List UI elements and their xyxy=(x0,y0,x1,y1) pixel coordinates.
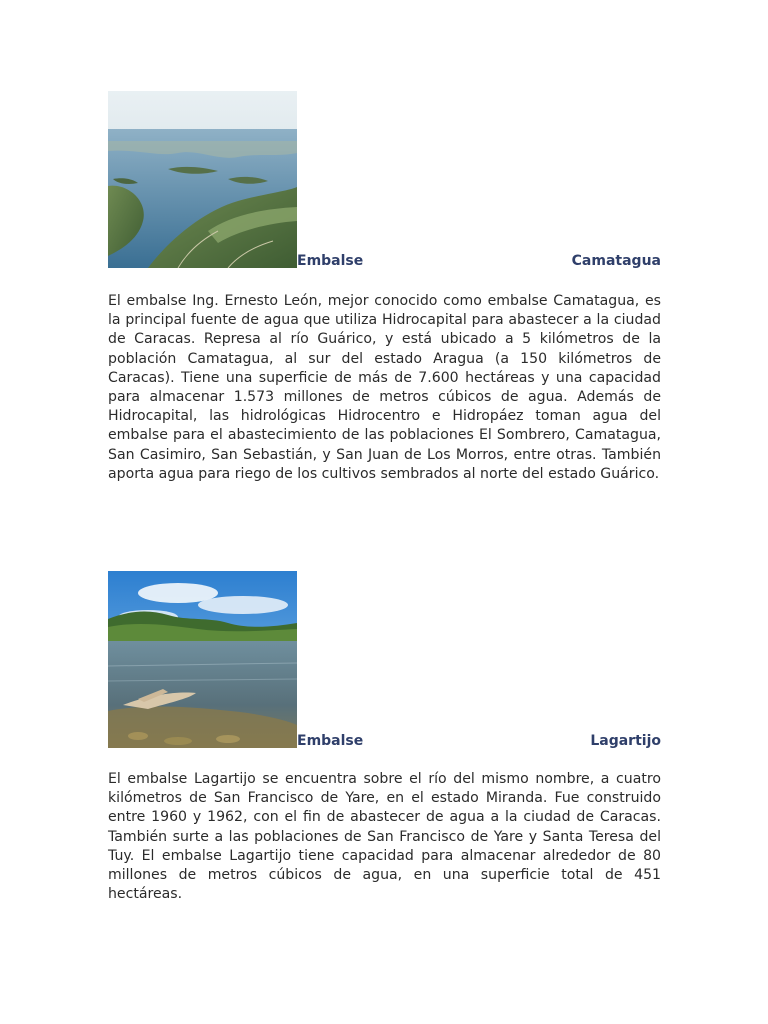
section-heading xyxy=(297,733,661,749)
section-header xyxy=(108,571,661,749)
lake-shore-photo xyxy=(108,571,297,748)
heading-word-left: Embalse xyxy=(297,253,364,269)
section-heading xyxy=(297,253,661,269)
heading-word-right: Lagartijo xyxy=(590,733,661,749)
heading-word-left: Embalse xyxy=(297,733,364,749)
heading-word-right: Camatagua xyxy=(571,253,661,269)
aerial-reservoir-photo xyxy=(108,91,297,268)
section-header xyxy=(108,91,661,269)
reservoir-section-lagartijo xyxy=(108,571,661,904)
section-paragraph: El embalse Lagartijo se encuentra sobre el río del mismo nombre, a cuatro kilómetros de San Francisco de Yare, en el estado Miranda. Fue construido entre 1960 y 1962, con el fin de abastecer de agua a la ciudad de Caracas. También surte a las poblaciones de San Francisco de Yare y Santa Teresa del Tuy. El embalse Lagartijo tiene capacidad para almacenar alrededor de 80 millones de metros cúbicos de agua, en una superficie total de 451 hectáreas. xyxy=(108,771,661,903)
reservoir-section-camatagua xyxy=(108,91,661,484)
section-paragraph: El embalse Ing. Ernesto León, mejor conocido como embalse Camatagua, es la principal fuente de agua que utiliza Hidrocapital para abastecer a la ciudad de Caracas. Represa al río Guárico, y está ubicado a 5 kilómetros de la población Camatagua, al sur del estado Aragua (a 150 kilómetros de Caracas). Tiene una superficie de más de 7.600 hectáreas y una capacidad para almacenar 1.573 millones de metros cúbicos de agua. Además de Hidrocapital, las hidrológicas Hidrocentro e Hidropáez toman agua del embalse para el abastecimiento de las poblaciones El Sombrero, Camatagua, San Casimiro, San Sebastián, y San Juan de Los Morros, entre otras. También aporta agua para riego de los cultivos sembrados al norte del estado Guárico. xyxy=(108,293,661,482)
